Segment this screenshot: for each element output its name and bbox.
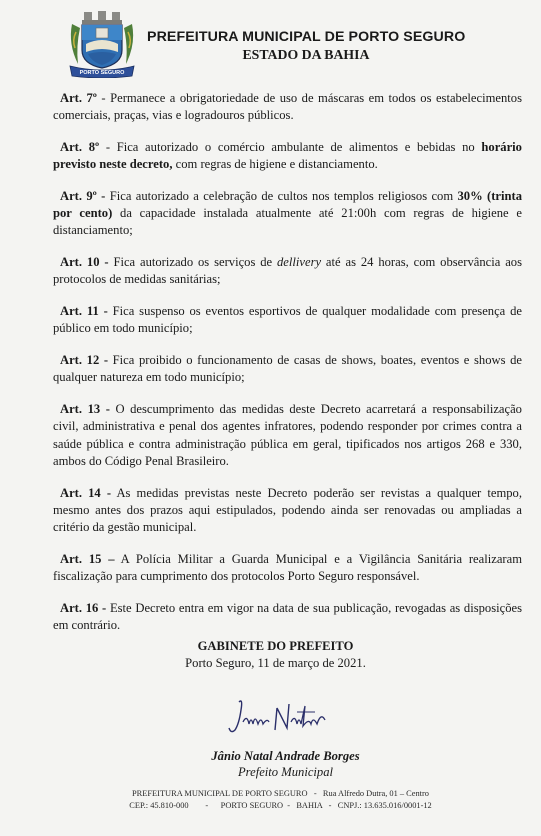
- article-label: Art. 16 -: [60, 600, 107, 615]
- article-text: dellivery: [277, 255, 322, 270]
- article-text: Este Decreto entra em vigor na data de sua publicação, revogadas as disposições em contrário.: [53, 600, 522, 633]
- article-paragraph: [53, 352, 522, 386]
- article-paragraph: Art. 7º - Permanece a obrigatoriedade de uso de máscaras em todos os estabelecimentos comerciais, praças, vias e logradouros públicos.: [53, 91, 522, 123]
- article-label: Art. 12 -: [60, 353, 109, 368]
- footer-line-address: PREFEITURA MUNICIPAL DE PORTO SEGURO - Rua Alfredo Dutra, 01 – Centro: [132, 789, 429, 798]
- article-paragraph: [53, 188, 522, 240]
- decree-articles: [53, 90, 522, 649]
- article-text: Fica autorizado o comércio ambulante de alimentos e bebidas no: [116, 140, 482, 154]
- page-title: PREFEITURA MUNICIPAL DE PORTO SEGURO: [147, 29, 466, 45]
- document-footer: [0, 788, 541, 812]
- place-date: Porto Seguro, 11 de março de 2021.: [185, 656, 366, 670]
- article-label: Art. 7º: [60, 91, 97, 105]
- footer-line-registration: CEP.: 45.810-000 - PORTO SEGURO - BAHIA - CNPJ.: 13.635.016/0001-12: [129, 801, 432, 810]
- article-text: horário previsto neste decreto,: [53, 140, 522, 172]
- article-label: Art. 14 -: [60, 485, 112, 500]
- article-label: Art. 15 –: [60, 551, 115, 566]
- article-paragraph: [53, 551, 522, 585]
- article-paragraph: [53, 485, 522, 537]
- article-paragraph: [53, 600, 522, 634]
- article-text: Fica proibido o funcionamento de casas de shows, boates, eventos e shows de qualquer natureza em todo município;: [53, 353, 522, 385]
- article-text: com regras de higiene e distanciamento.: [172, 157, 378, 172]
- signer-role: Prefeito Municipal: [237, 765, 333, 779]
- article-text: Fica autorizado os serviços de: [113, 255, 277, 270]
- article-text: As medidas previstas neste Decreto poderão ser revistas a qualquer tempo, mesmo antes dos prazos aqui estipulados, podendo ainda ser renovadas ou ampliadas a critério da gestão municipal.: [53, 485, 522, 535]
- article-label: Art. 8º: [60, 140, 100, 154]
- article-text: Fica autorizado a celebração de cultos nos templos religiosos com: [109, 189, 458, 203]
- handwritten-signature-icon: [225, 694, 335, 742]
- article-text: da capacidade instalada atualmente até 21:00h com regras de higiene e distanciamento;: [53, 206, 522, 238]
- article-text: 30% (trinta por cento): [53, 189, 522, 221]
- municipal-crest-icon: [66, 10, 138, 78]
- article-paragraph: [53, 254, 522, 288]
- article-text: A Polícia Militar a Guarda Municipal e a Vigilância Sanitária realizaram fiscalização para cumprimento dos protocolos Porto Seguro responsável.: [53, 551, 522, 584]
- article-label: Art. 10 -: [60, 255, 109, 270]
- article-label: Art. 9º -: [60, 189, 106, 203]
- article-text: Permanece a obrigatoriedade de uso de máscaras em todos os estabelecimentos comerciais, praças, vias e logradouros públicos.: [53, 91, 522, 123]
- article-label: Art. 13 -: [60, 402, 110, 417]
- page-subtitle: ESTADO DA BAHIA: [242, 47, 370, 62]
- article-paragraph: [53, 303, 522, 337]
- article-paragraph: Art. 8º - Fica autorizado o comércio ambulante de alimentos e bebidas no horário previsto neste decreto, com regras de higiene e distanciamento.: [53, 140, 522, 172]
- signer-name: Jânio Natal Andrade Borges: [211, 749, 360, 763]
- article-text: até as 24 horas, com observância aos protocolos de medidas sanitárias;: [53, 255, 522, 287]
- office-name: GABINETE DO PREFEITO: [197, 639, 354, 653]
- closing-block: [0, 638, 541, 672]
- document-header: [0, 0, 541, 88]
- article-text: Fica suspenso os eventos esportivos de qualquer modalidade com presença de público em todo município;: [53, 304, 522, 336]
- article-label: Art. 11 -: [60, 304, 108, 319]
- article-paragraph: [53, 401, 522, 470]
- signer-block: [0, 748, 541, 780]
- article-text: O descumprimento das medidas deste Decreto acarretará a responsabilização civil, administrativa e penal dos agentes infratores, podendo responder por crimes contra a saúde pública e contra administração pública em geral, tipificados nos artigos 268 e 330, ambos do Código Penal Brasileiro.: [53, 402, 522, 468]
- crest-motto: PORTO SEGURO: [79, 70, 125, 76]
